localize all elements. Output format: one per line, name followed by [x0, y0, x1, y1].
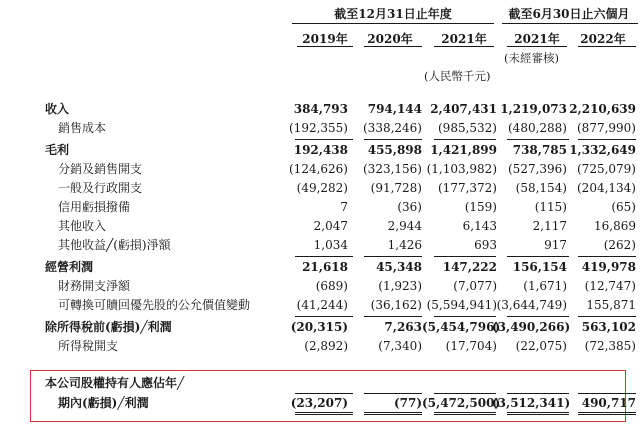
header-rule-full-year	[292, 23, 494, 24]
table-row	[0, 337, 640, 356]
year-header-2021: 2021年	[441, 32, 487, 46]
cell-2019: (41,244)	[296, 298, 348, 312]
cell-2022-h1: (72,385)	[584, 339, 636, 353]
subtotal-rule-2019	[295, 256, 353, 257]
header-rule-six-months	[502, 23, 638, 24]
table-row	[0, 217, 640, 236]
cell-2022-h1: 563,102	[581, 320, 636, 334]
cell-2022-h1: 155,871	[586, 298, 636, 312]
year-header-2022-h1: 2022年	[580, 32, 626, 46]
subtotal-rule-2021-h1	[507, 256, 569, 257]
cell-2020: (91,728)	[370, 181, 422, 195]
cell-2019: (124,626)	[289, 162, 348, 176]
cell-2021: (5,594,941)	[426, 298, 497, 312]
highlight-value-2019: (23,207)	[290, 396, 348, 410]
cell-2021-h1: (58,154)	[515, 181, 567, 195]
row-label: 可轉換可贖回優先股的公允價值變動	[58, 298, 251, 312]
cell-2019: 192,438	[293, 143, 348, 157]
subtotal-rule-2021	[434, 139, 496, 140]
highlight-value-2021-h1: (3,512,341)	[492, 396, 571, 410]
cell-2021: 693	[474, 238, 497, 252]
cell-2020: (323,156)	[363, 162, 422, 176]
year-rule-2019	[297, 46, 353, 47]
total-rule-top-2022-h1	[578, 393, 636, 394]
cell-2019: 384,793	[293, 102, 348, 116]
cell-2021: (177,372)	[438, 181, 497, 195]
table-row	[0, 258, 640, 277]
cell-2021-h1: 1,219,073	[500, 102, 567, 116]
cell-2021-h1: 156,154	[512, 260, 567, 274]
subtotal-rule-2020	[364, 139, 422, 140]
header-group-full-year: 截至12月31日止年度	[334, 7, 452, 21]
highlight-value-2021: (5,472,500)	[422, 396, 501, 410]
cell-2021: (159)	[464, 200, 497, 214]
year-header-2021-h1: 2021年	[514, 32, 560, 46]
cell-2021-h1: (115)	[534, 200, 567, 214]
row-label: 經營利潤	[45, 260, 94, 274]
row-label: 其他收益╱(虧損)淨額	[58, 238, 171, 252]
cell-2019: (2,892)	[304, 339, 348, 353]
cell-2020: 2,944	[387, 219, 422, 233]
total-rule-top-2019	[295, 393, 353, 394]
cell-2022-h1: (65)	[611, 200, 636, 214]
subtotal-rule-2021-h1	[507, 316, 569, 317]
subtotal-rule-2022-h1	[578, 256, 636, 257]
subtotal-rule-2022-h1	[578, 316, 636, 317]
highlight-label-line1: 本公司股權持有人應佔年╱	[45, 376, 185, 390]
total-rule-bottom-2021	[434, 412, 496, 415]
cell-2020: (338,246)	[363, 121, 422, 135]
total-rule-bottom-2022-h1	[578, 412, 636, 415]
total-rule-bottom-2021-h1	[507, 412, 569, 415]
cell-2019: 7	[340, 200, 348, 214]
row-label: 除所得稅前(虧損)╱利潤	[45, 320, 172, 334]
cell-2021: 1,421,899	[430, 143, 497, 157]
year-rule-2021	[434, 46, 494, 47]
table-row	[0, 100, 640, 119]
year-rule-2022-h1	[578, 46, 636, 47]
subtotal-rule-2022-h1	[578, 139, 636, 140]
cell-2021: (17,704)	[445, 339, 497, 353]
table-row	[0, 318, 640, 337]
table-row	[0, 277, 640, 296]
table-row	[0, 160, 640, 179]
total-rule-top-2021-h1	[507, 393, 569, 394]
highlight-value-2020: (77)	[393, 396, 422, 410]
cell-2020: 7,263	[384, 320, 422, 334]
subtotal-rule-2020	[364, 256, 422, 257]
row-label: 所得稅開支	[58, 339, 119, 353]
cell-2021-h1: (3,644,749)	[496, 298, 567, 312]
highlight-label-line2: 期內(虧損)╱利潤	[58, 396, 149, 410]
cell-2019: 2,047	[313, 219, 348, 233]
cell-2019: (49,282)	[296, 181, 348, 195]
highlight-value-2022-h1: 490,717	[581, 396, 636, 410]
header-group-six-months: 截至6月30日止六個月	[508, 7, 630, 21]
cell-2019: 21,618	[302, 260, 348, 274]
cell-2021: 147,222	[442, 260, 497, 274]
cell-2020: (36)	[397, 200, 422, 214]
cell-2021: (1,103,982)	[426, 162, 497, 176]
table-row	[0, 198, 640, 217]
row-label: 分銷及銷售開支	[58, 162, 143, 176]
cell-2021-h1: (22,075)	[515, 339, 567, 353]
cell-2022-h1: (204,134)	[577, 181, 636, 195]
unit-note: (人民幣千元)	[424, 69, 491, 83]
highlight-row	[0, 374, 640, 414]
row-label: 財務開支淨額	[58, 279, 131, 293]
subtotal-rule-2021-h1	[507, 139, 569, 140]
row-label: 一般及行政開支	[58, 181, 143, 195]
row-label: 毛利	[45, 143, 70, 157]
cell-2022-h1: 2,210,639	[569, 102, 636, 116]
cell-2020: 45,348	[376, 260, 422, 274]
year-rule-2021-h1	[507, 46, 567, 47]
table-row	[0, 141, 640, 160]
total-rule-top-2020	[364, 393, 422, 394]
year-header-2020: 2020年	[367, 32, 413, 46]
cell-2021-h1: 2,117	[532, 219, 567, 233]
cell-2022-h1: 419,978	[581, 260, 636, 274]
cell-2019: (192,355)	[289, 121, 348, 135]
cell-2022-h1: (12,747)	[584, 279, 636, 293]
year-rule-2020	[364, 46, 422, 47]
unaudited-note: (未經審核)	[504, 51, 559, 65]
cell-2022-h1: 16,869	[594, 219, 636, 233]
subtotal-rule-2019	[295, 316, 353, 317]
table-row	[0, 236, 640, 255]
cell-2021: 2,407,431	[430, 102, 497, 116]
year-header-2019: 2019年	[302, 32, 348, 46]
cell-2021: (5,454,796)	[422, 320, 501, 334]
subtotal-rule-2020	[364, 316, 422, 317]
cell-2020: (1,923)	[378, 279, 422, 293]
table-row	[0, 119, 640, 138]
cell-2022-h1: (877,990)	[577, 121, 636, 135]
total-rule-top-2021	[434, 393, 496, 394]
cell-2021-h1: (480,288)	[508, 121, 567, 135]
cell-2022-h1: (725,079)	[577, 162, 636, 176]
cell-2021-h1: (1,671)	[523, 279, 567, 293]
cell-2021: 6,143	[462, 219, 497, 233]
row-label: 其他收入	[58, 219, 107, 233]
cell-2020: (7,340)	[378, 339, 422, 353]
cell-2019: (20,315)	[290, 320, 348, 334]
table-row	[0, 296, 640, 315]
row-label: 信用虧損撥備	[58, 200, 131, 214]
cell-2020: (36,162)	[370, 298, 422, 312]
table-row	[0, 179, 640, 198]
cell-2019: (689)	[315, 279, 348, 293]
cell-2021: (985,532)	[438, 121, 497, 135]
cell-2020: 1,426	[387, 238, 422, 252]
cell-2022-h1: (262)	[603, 238, 636, 252]
cell-2021-h1: 738,785	[512, 143, 567, 157]
cell-2021: (7,077)	[453, 279, 497, 293]
total-rule-bottom-2019	[295, 412, 353, 415]
cell-2019: 1,034	[313, 238, 348, 252]
row-label: 收入	[45, 102, 70, 116]
cell-2022-h1: 1,332,649	[569, 143, 636, 157]
cell-2020: 455,898	[367, 143, 422, 157]
cell-2021-h1: (3,490,266)	[492, 320, 571, 334]
cell-2020: 794,144	[367, 102, 422, 116]
subtotal-rule-2021	[434, 256, 496, 257]
row-label: 銷售成本	[58, 121, 107, 135]
subtotal-rule-2019	[295, 139, 353, 140]
cell-2021-h1: (527,396)	[508, 162, 567, 176]
total-rule-bottom-2020	[364, 412, 422, 415]
subtotal-rule-2021	[434, 316, 496, 317]
cell-2021-h1: 917	[544, 238, 567, 252]
